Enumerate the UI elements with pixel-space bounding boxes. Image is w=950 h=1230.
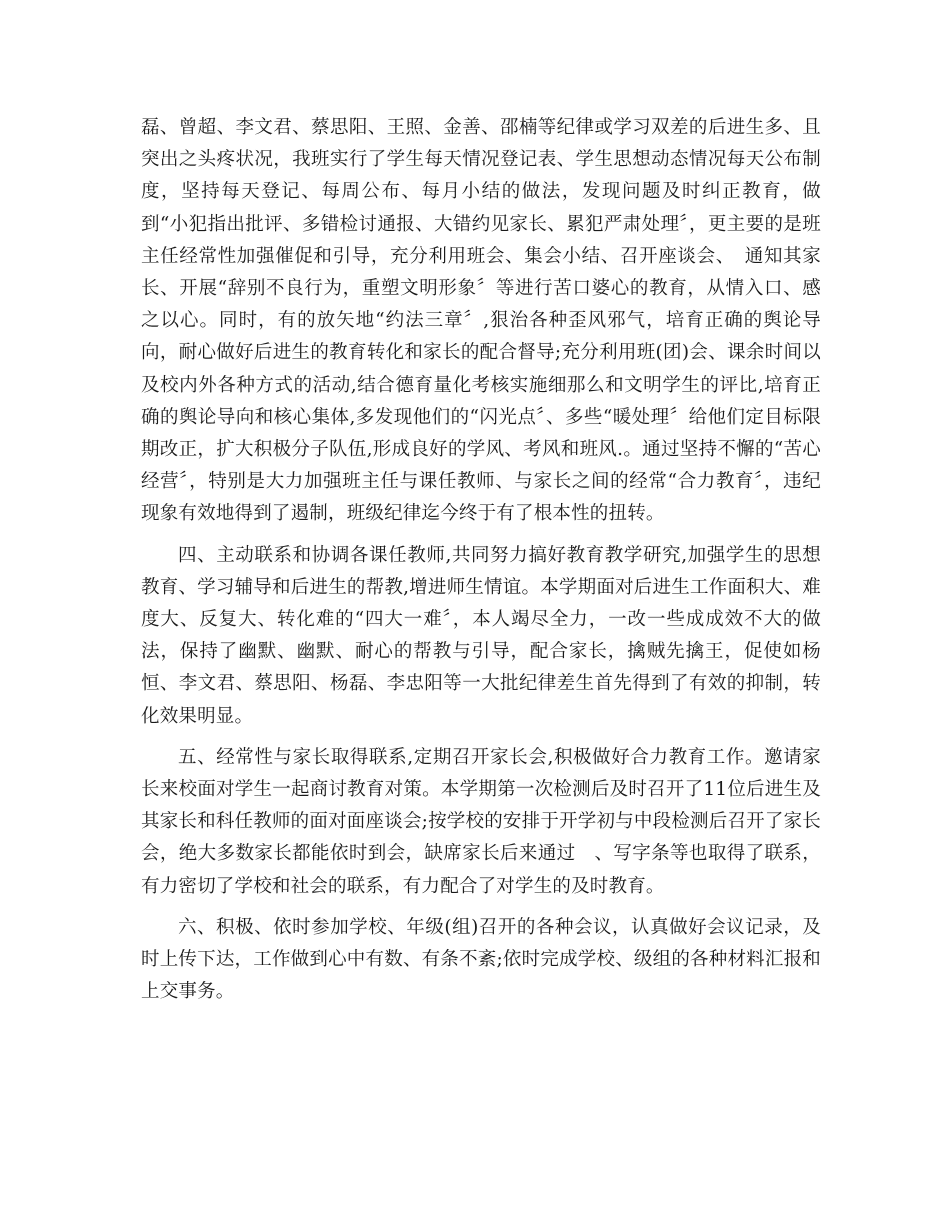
paragraph-parent-contact: 五、经常性与家长取得联系,定期召开家长会,积极做好合力教育工作。邀请家长来校面对学生一起商讨教育对策。本学期第一次检测后及时召开了11位后进生及其家长和科任教师的面对面座谈会;按学校的安排于开学初与中段检测后召开了家长会，绝大多数家长都能依时到会，缺席家长后来通过 、写字条等也取得了联系，有力密切了学校和社会的联系，有力配合了对学生的及时教育。 <box>141 746 821 897</box>
paragraph-discipline-management: 磊、曾超、李文君、蔡思阳、王照、金善、邵楠等纪律或学习双差的后进生多、且突出之头疼状况，我班实行了学生每天情况登记表、学生思想动态情况每天公布制度，坚持每天登记、每周公布、每月小结的做法，发现问题及时纠正教育，做到“小犯指出批评、多错检讨通报、大错约见家长、累犯严肃处理〞，更主要的是班主任经常性加强催促和引导，充分利用班会、集会小结、召开座谈会、 通知其家长、开展“辞别不良行为，重塑文明形象〞等进行苦口婆心的教育，从情入口、感之以心。同时，有的放矢地“约法三章〞,狠治各种歪风邪气，培育正确的舆论导向，耐心做好后进生的教育转化和家长的配合督导;充分利用班(团)会、课余时间以及校内外各种方式的活动,结合德育量化考核实施细那么和文明学生的评比,培育正确的舆论导向和核心集体,多发现他们的“闪光点〞、多些“暖处理〞给他们定目标限期改正，扩大积极分子队伍,形成良好的学风、考风和班风.。通过坚持不懈的“苦心经营〞，特别是大力加强班主任与课任教师、与家长之间的经常“合力教育〞，违纪现象有效地得到了遏制，班级纪律迄今终于有了根本性的扭转。 <box>141 117 821 525</box>
paragraph-teacher-coordination: 四、主动联系和协调各课任教师,共同努力搞好教育教学研究,加强学生的思想教育、学习辅导和后进生的帮教,增进师生情谊。本学期面对后进生工作面积大、难度大、反复大、转化难的“四大一难〞，本人竭尽全力，一改一些成成效不大的做法，保持了幽默、幽默、耐心的帮教与引导，配合家长，擒贼先擒王，促使如杨恒、李文君、蔡思阳、杨磊、李忠阳等一大批纪律差生首先得到了有效的抑制，转化效果明显。 <box>141 544 821 727</box>
document-page <box>141 112 821 1017</box>
paragraph-meetings: 六、积极、依时参加学校、年级(组)召开的各种会议，认真做好会议记录，及时上传下达，工作做到心中有数、有条不紊;依时完成学校、级组的各种材料汇报和上交事务。 <box>141 916 821 1003</box>
